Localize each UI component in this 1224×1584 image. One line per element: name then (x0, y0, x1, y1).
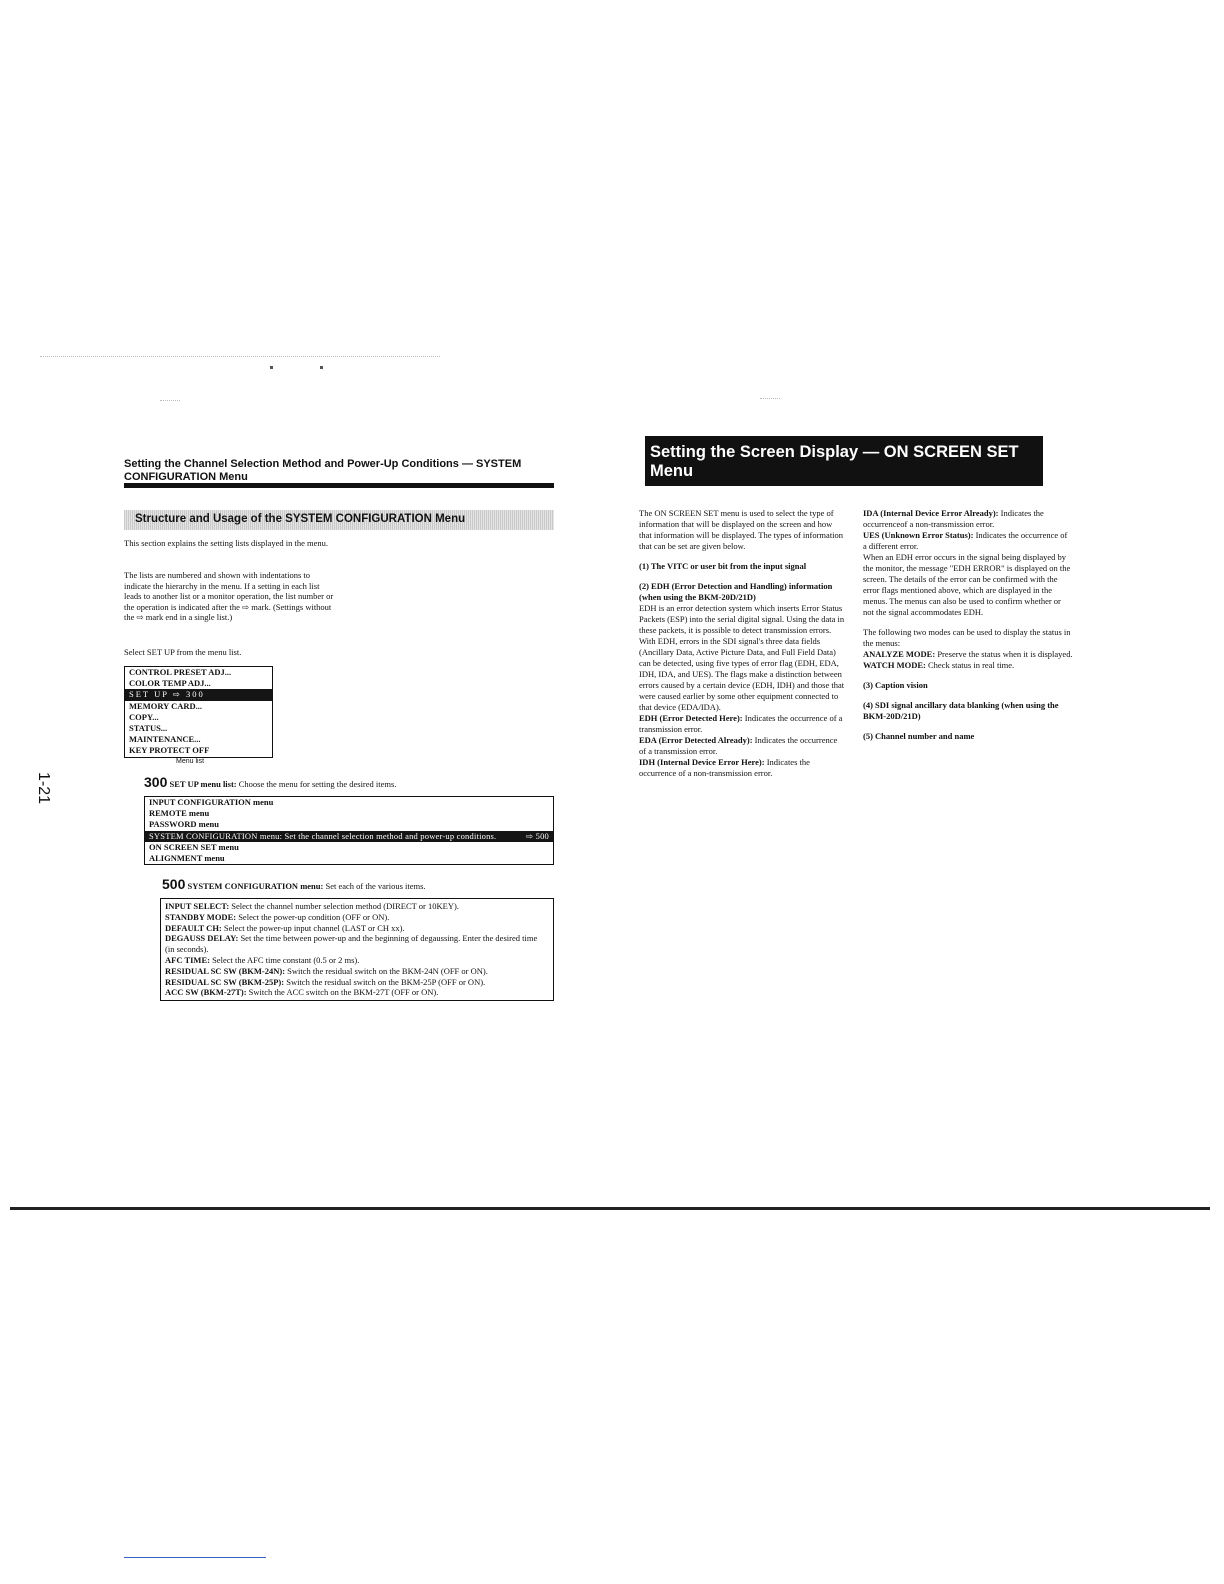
definition: UES (Unknown Error Status): Indicates the occurrence of a different error. (863, 530, 1068, 551)
menu-item[interactable]: KEY PROTECT OFF (129, 745, 210, 756)
blue-underline (124, 1557, 266, 1558)
list-title: SYSTEM CONFIGURATION menu: (187, 881, 324, 891)
menu-item[interactable]: STATUS... (129, 723, 168, 734)
menu-list-caption: Menu list (176, 758, 205, 765)
menu-item[interactable]: CONTROL PRESET ADJ... (129, 667, 232, 677)
system-config-menu-box (160, 898, 554, 1001)
left-page-header: Setting the Channel Selection Method and Power-Up Conditions — SYSTEM CONFIGURATION Menu (124, 458, 522, 483)
list-description: Set each of the various items. (325, 881, 426, 891)
banner-title-line-1: Setting the Screen Display — ON SCREEN SET (650, 443, 1019, 461)
bottom-rule (10, 1207, 1210, 1210)
menu-list-box (124, 666, 273, 758)
config-item[interactable]: ACC SW (BKM-27T): Switch the ACC switch on the BKM-27T (OFF or ON). (165, 987, 439, 998)
banner-title-line-2: Menu (650, 462, 694, 480)
scan-speck (270, 366, 273, 369)
mode-definition: WATCH MODE: Check status in real time. (863, 660, 1015, 670)
item-heading: (3) Caption vision (863, 680, 928, 690)
setup-menu-item[interactable]: PASSWORD menu (149, 819, 219, 830)
definition: IDA (Internal Device Error Already): Indicates the occurrenceof a non-transmission error. (863, 508, 1044, 529)
config-item[interactable]: RESIDUAL SC SW (BKM-24N): Switch the residual switch on the BKM-24N (OFF or ON). (165, 965, 488, 976)
list-number: 300 (144, 774, 168, 790)
item-heading: (1) The VITC or user bit from the input signal (639, 561, 807, 571)
instruction-text: Select SET UP from the menu list. (124, 647, 242, 657)
menu-item[interactable]: MAINTENANCE... (129, 734, 201, 745)
list-description: Choose the menu for setting the desired items. (238, 779, 397, 789)
menu-item[interactable]: MEMORY CARD... (129, 700, 203, 711)
menu-item[interactable]: COLOR TEMP ADJ... (129, 678, 211, 689)
config-item[interactable]: DEFAULT CH: Select the power-up input channel (LAST or CH xx). (165, 922, 405, 933)
mode-definition: ANALYZE MODE: Preserve the status when it is displayed. (863, 649, 1073, 659)
system-config-menu-note (162, 876, 426, 892)
setup-menu-box (144, 796, 554, 865)
scan-artifact-top-line (40, 356, 440, 357)
setup-menu-item[interactable]: INPUT CONFIGURATION menu (149, 797, 274, 807)
header-rule (124, 483, 554, 488)
setup-menu-note (144, 774, 396, 790)
menu-item-highlighted[interactable]: SET UP ⇨ 300 (125, 689, 272, 700)
item-heading: (5) Channel number and name (863, 731, 975, 741)
edh-body: EDH is an error detection system which inserts Error Status Packets (ESP) into the serial digital signal. Using the data in these packets, it is possible to detect transmission errors. With EDH, errors in the SDI signal's three data fields (Ancillary Data, Active Picture Data, and Full Field Data) can be detected, using five types of error flag (EDH, EDA, IDH, IDA, and UES). The flags make a distinction between errors caused by a certain device (EDH, IDH) and those that were caused earlier by some other equipment connected to that device (EDA/IDA). (639, 603, 845, 712)
config-item[interactable]: DEGAUSS DELAY: Set the time between power-up and the beginning of degaussing. Enter the desired time (in seconds). (165, 933, 538, 955)
item-heading: (2) EDH (Error Detection and Handling) information (when using the BKM-20D/21D) (639, 581, 833, 602)
page-number: 1-21 (35, 772, 52, 805)
right-page-banner (645, 436, 1043, 486)
scan-speck (320, 366, 323, 369)
menu-item[interactable]: COPY... (129, 711, 159, 722)
scan-artifact-line (160, 400, 180, 401)
definition: EDA (Error Detected Already): Indicates the occurrence of a transmission error. (639, 735, 838, 756)
setup-menu-item[interactable]: ON SCREEN SET menu (149, 841, 239, 852)
list-title: SET UP menu list: (169, 779, 237, 789)
hierarchy-paragraph: The lists are numbered and shown with indentations to indicate the hierarchy in the menu. If a setting in each list leads to another list or a monitor operation, the list number or the operation is indicated after the ⇨ mark. (Settings without the ⇨ mark end in a single list.) (124, 570, 334, 623)
config-item[interactable]: RESIDUAL SC SW (BKM-25P): Switch the residual switch on the BKM-25P (OFF or ON). (165, 976, 486, 987)
list-number: 500 (162, 876, 186, 892)
config-item[interactable]: AFC TIME: Select the AFC time constant (0.5 or 2 ms). (165, 954, 360, 965)
setup-menu-item[interactable]: REMOTE menu (149, 808, 210, 819)
section-title: Structure and Usage of the SYSTEM CONFIGURATION Menu (135, 513, 466, 525)
intro-paragraph: The ON SCREEN SET menu is used to select the type of information that will be displayed on the screen and how that information will be displayed. The types of information that can be set are given below. (639, 508, 844, 551)
modes-intro: The following two modes can be used to display the status in the menus: (863, 627, 1071, 648)
edh-error-paragraph: When an EDH error occurs in the signal being displayed by the monitor, the message "EDH ERROR" is displayed on the screen. The details of the error can be confirmed with the error flags mentioned above, which are displayed in the menus. The menus can also be used to confirm whether or not the signal accommodates EDH. (863, 552, 1071, 617)
setup-menu-item-highlighted[interactable] (145, 831, 553, 842)
config-item[interactable]: INPUT SELECT: Select the channel number selection method (DIRECT or 10KEY). (165, 901, 459, 911)
scan-artifact-line (760, 398, 780, 399)
item-heading: (4) SDI signal ancillary data blanking (when using the BKM-20D/21D) (863, 700, 1059, 721)
right-column-2 (863, 508, 1073, 751)
definition: IDH (Internal Device Error Here): Indicates the occurrence of a non-transmission error. (639, 757, 810, 778)
intro-paragraph: This section explains the setting lists displayed in the menu. (124, 538, 328, 548)
definition: EDH (Error Detected Here): Indicates the occurrence of a transmission error. (639, 713, 843, 734)
setup-menu-item-highlighted-label: SYSTEM CONFIGURATION menu: Set the channel selection method and power-up conditions. (149, 830, 497, 841)
config-item[interactable]: STANDBY MODE: Select the power-up condition (OFF or ON). (165, 911, 390, 922)
setup-menu-item[interactable]: ALIGNMENT menu (149, 853, 225, 864)
right-column-1 (639, 508, 845, 779)
highlight-suffix: ⇨ 500 (526, 830, 549, 841)
